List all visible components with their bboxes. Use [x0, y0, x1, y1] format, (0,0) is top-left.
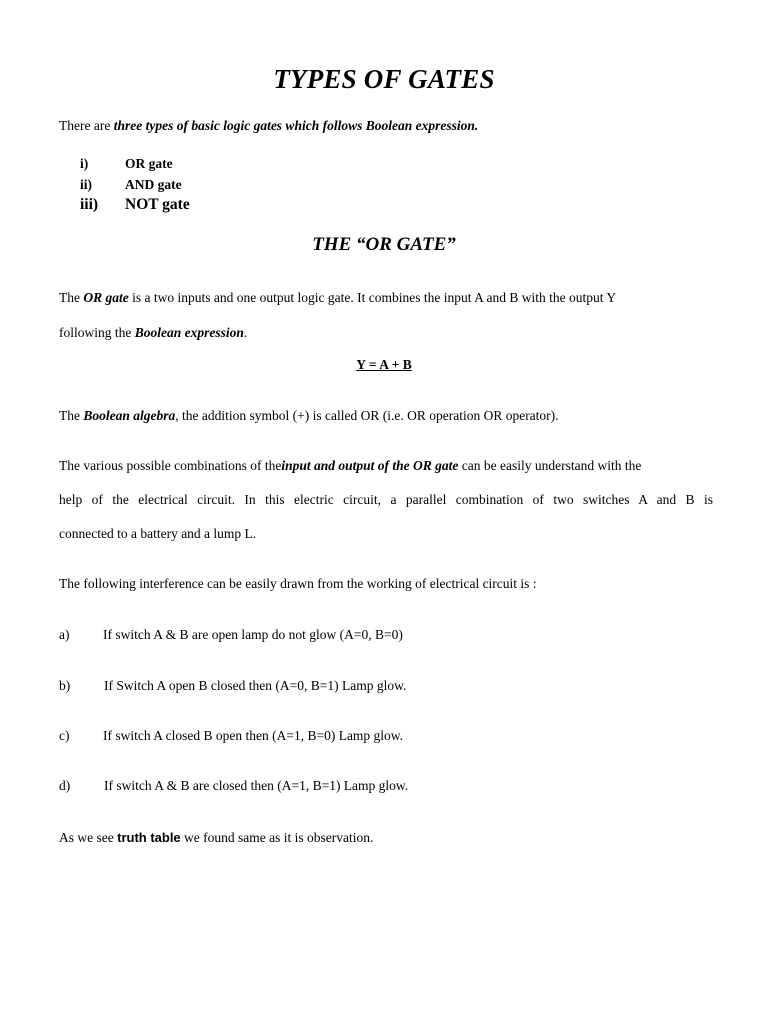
text-run: The various possible combinations of the [59, 458, 282, 473]
section-title: THE “OR GATE” [312, 234, 456, 255]
list-number: i) [80, 156, 89, 171]
list-number: iii) [80, 196, 99, 213]
text-run: is a two inputs and one output logic gate. It combines the input A and B with the output Y [128, 290, 617, 305]
text-run: , the addition symbol (+) is called OR (i.e. OR operation OR operator). [175, 408, 559, 423]
text-run: . [243, 325, 248, 340]
circuit-paragraph-line1 [59, 458, 641, 474]
case-label: b) [59, 678, 71, 693]
case-text: If switch A closed B open then (A=1, B=0) Lamp glow. [103, 728, 404, 743]
list-number: ii) [80, 177, 92, 192]
text-run: following the [59, 325, 135, 340]
text-run: we found same as it is observation. [180, 830, 374, 845]
or-gate-term: OR gate [83, 290, 129, 305]
case-label: c) [59, 728, 70, 743]
intro-emphasis: three types of basic logic gates which follows Boolean expression. [113, 118, 479, 133]
page-title: TYPES OF GATES [273, 64, 495, 94]
text-run: The [59, 290, 84, 305]
text-run: The [59, 408, 84, 423]
text-run: As we see [59, 830, 118, 845]
or-gate-paragraph-line1 [59, 290, 616, 306]
intro-prefix: There are [59, 118, 114, 133]
circuit-paragraph-line2: help of the electrical circuit. In this electric circuit, a parallel combination of two switches A and B is [59, 492, 713, 507]
boolean-algebra-paragraph [59, 408, 559, 424]
list-item [80, 156, 173, 172]
case-text: If switch A & B are open lamp do not glow (A=0, B=0) [103, 627, 403, 642]
circuit-paragraph-line3: connected to a battery and a lump L. [59, 526, 257, 541]
case-label: d) [59, 778, 71, 793]
list-item [80, 196, 190, 214]
list-label: NOT gate [125, 196, 190, 213]
input-output-term: input and output of the OR gate [281, 458, 459, 473]
intro-paragraph [59, 118, 478, 134]
text-run: can be easily understand with the [458, 458, 642, 473]
list-label: OR gate [125, 156, 173, 171]
case-item [59, 627, 403, 643]
case-text: If Switch A open B closed then (A=0, B=1) Lamp glow. [104, 678, 407, 693]
truth-table-term: truth table [117, 830, 181, 845]
boolean-formula: Y = A + B [356, 357, 412, 372]
interference-paragraph: The following interference can be easily drawn from the working of electrical circuit is : [59, 576, 537, 591]
or-gate-paragraph-line2 [59, 325, 247, 341]
case-item [59, 728, 403, 744]
case-item [59, 778, 408, 794]
case-item [59, 678, 406, 694]
case-label: a) [59, 627, 70, 642]
boolean-algebra-term: Boolean algebra [83, 408, 176, 423]
list-item [80, 177, 182, 193]
boolean-expression-term: Boolean expression [134, 325, 244, 340]
list-label: AND gate [125, 177, 182, 192]
closing-paragraph [59, 830, 373, 846]
case-text: If switch A & B are closed then (A=1, B=1) Lamp glow. [104, 778, 409, 793]
